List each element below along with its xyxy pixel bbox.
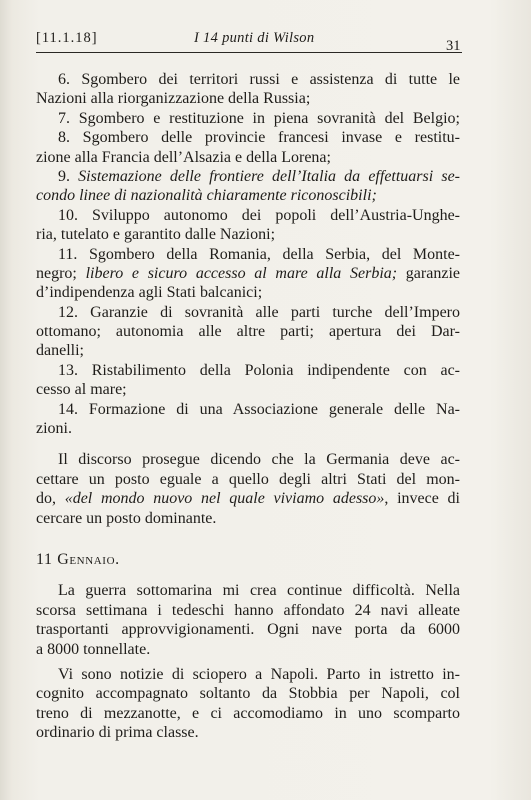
point-italic-text: Sistemazione delle frontiere dell’Italia da effettuarsi se-	[78, 167, 461, 185]
point-line: 13. Ristabilimento della Polonia indipendente con ac-	[58, 361, 460, 379]
point-line: condo linee di nazionalità chiaramente riconoscibili;	[36, 187, 377, 205]
section-heading: 11 Gennaio.	[36, 550, 120, 568]
paragraph-line: Vi sono notizie di sciopero a Napoli. Parto in istretto in-	[58, 665, 460, 683]
point-8	[36, 128, 460, 167]
point-line: zione alla Francia dell’Alsazia e della Lorena;	[36, 148, 331, 166]
paragraph-line: Il discorso prosegue dicendo che la Germania deve ac-	[58, 451, 460, 469]
point-italic-text: libero e sicuro accesso al mare alla Serbia;	[85, 264, 398, 282]
point-9	[36, 167, 460, 206]
point-line	[36, 264, 460, 283]
point-line: 11. Sgombero della Romania, della Serbia, del Monte-	[58, 245, 460, 263]
paragraph-submarine	[36, 581, 460, 659]
paragraph-line: treno di mezzanotte, e ci accomodiamo in uno scomparto	[36, 704, 460, 722]
paragraph-text: , invece di	[384, 490, 461, 508]
quoted-italic-text: «del mondo nuovo nel quale viviamo adesso»	[64, 490, 385, 508]
paragraph-line: cercare un posto dominante.	[36, 509, 217, 527]
point-number: 9.	[58, 167, 70, 185]
point-line: 7. Sgombero e restituzione in piena sovranità del Belgio;	[58, 109, 460, 127]
paragraph-text: do,	[36, 490, 65, 508]
discorso-paragraph	[36, 450, 460, 528]
paragraph-line	[36, 489, 460, 508]
paragraph-line: La guerra sottomarina mi crea continue difficoltà. Nella	[58, 582, 460, 600]
point-11	[36, 245, 460, 303]
point-12	[36, 303, 460, 361]
point-14	[36, 400, 460, 439]
page-body	[36, 70, 460, 743]
header-title: I 14 punti di Wilson	[194, 30, 315, 46]
paragraph-line: cognito accompagnato soltanto da Stobbia per Napoli, col	[36, 685, 460, 703]
point-line: d’indipendenza agli Stati balcanici;	[36, 284, 263, 302]
point-line: danelli;	[36, 342, 84, 360]
point-line: ottomano; autonomia alle altre parti; apertura dei Dar-	[36, 323, 460, 341]
paragraph-napoli	[36, 665, 460, 743]
paragraph-line: trasportanti approvvigionamenti. Ogni nave porta da 6000	[36, 621, 460, 639]
point-10	[36, 206, 460, 245]
point-text: garanzie	[397, 264, 460, 282]
point-6	[36, 70, 460, 109]
point-line: cesso al mare;	[36, 381, 127, 399]
point-line: Nazioni alla riorganizzazione della Russia;	[36, 90, 311, 108]
point-line: 8. Sgombero delle provincie francesi invase e restitu-	[58, 129, 460, 147]
point-line: ria, tutelato e garantito dalle Nazioni;	[36, 226, 276, 244]
paragraph-line: cettare un posto eguale a quello degli altri Stati del mon-	[36, 470, 460, 488]
point-13	[36, 361, 460, 400]
running-header	[36, 30, 462, 53]
point-text: negro;	[36, 264, 86, 282]
header-date: [11.1.18]	[36, 30, 98, 46]
paragraph-line: scorsa settimana i tedeschi hanno affondato 24 navi alleate	[36, 601, 460, 619]
point-7	[36, 109, 460, 128]
page-number: 31	[446, 38, 461, 54]
point-line: 12. Garanzie di sovranità alle parti turche dell’Impero	[58, 303, 460, 321]
paragraph-line: ordinario di prima classe.	[36, 724, 199, 742]
point-line: 10. Sviluppo autonomo dei popoli dell’Austria-Unghe-	[58, 206, 460, 224]
paragraph-line: a 8000 tonnellate.	[36, 640, 151, 658]
point-line: 6. Sgombero dei territori russi e assistenza di tutte le	[58, 71, 460, 88]
point-line: 14. Formazione di una Associazione generale delle Na-	[58, 400, 460, 418]
point-line: zioni.	[36, 420, 72, 438]
point-line	[36, 167, 460, 186]
